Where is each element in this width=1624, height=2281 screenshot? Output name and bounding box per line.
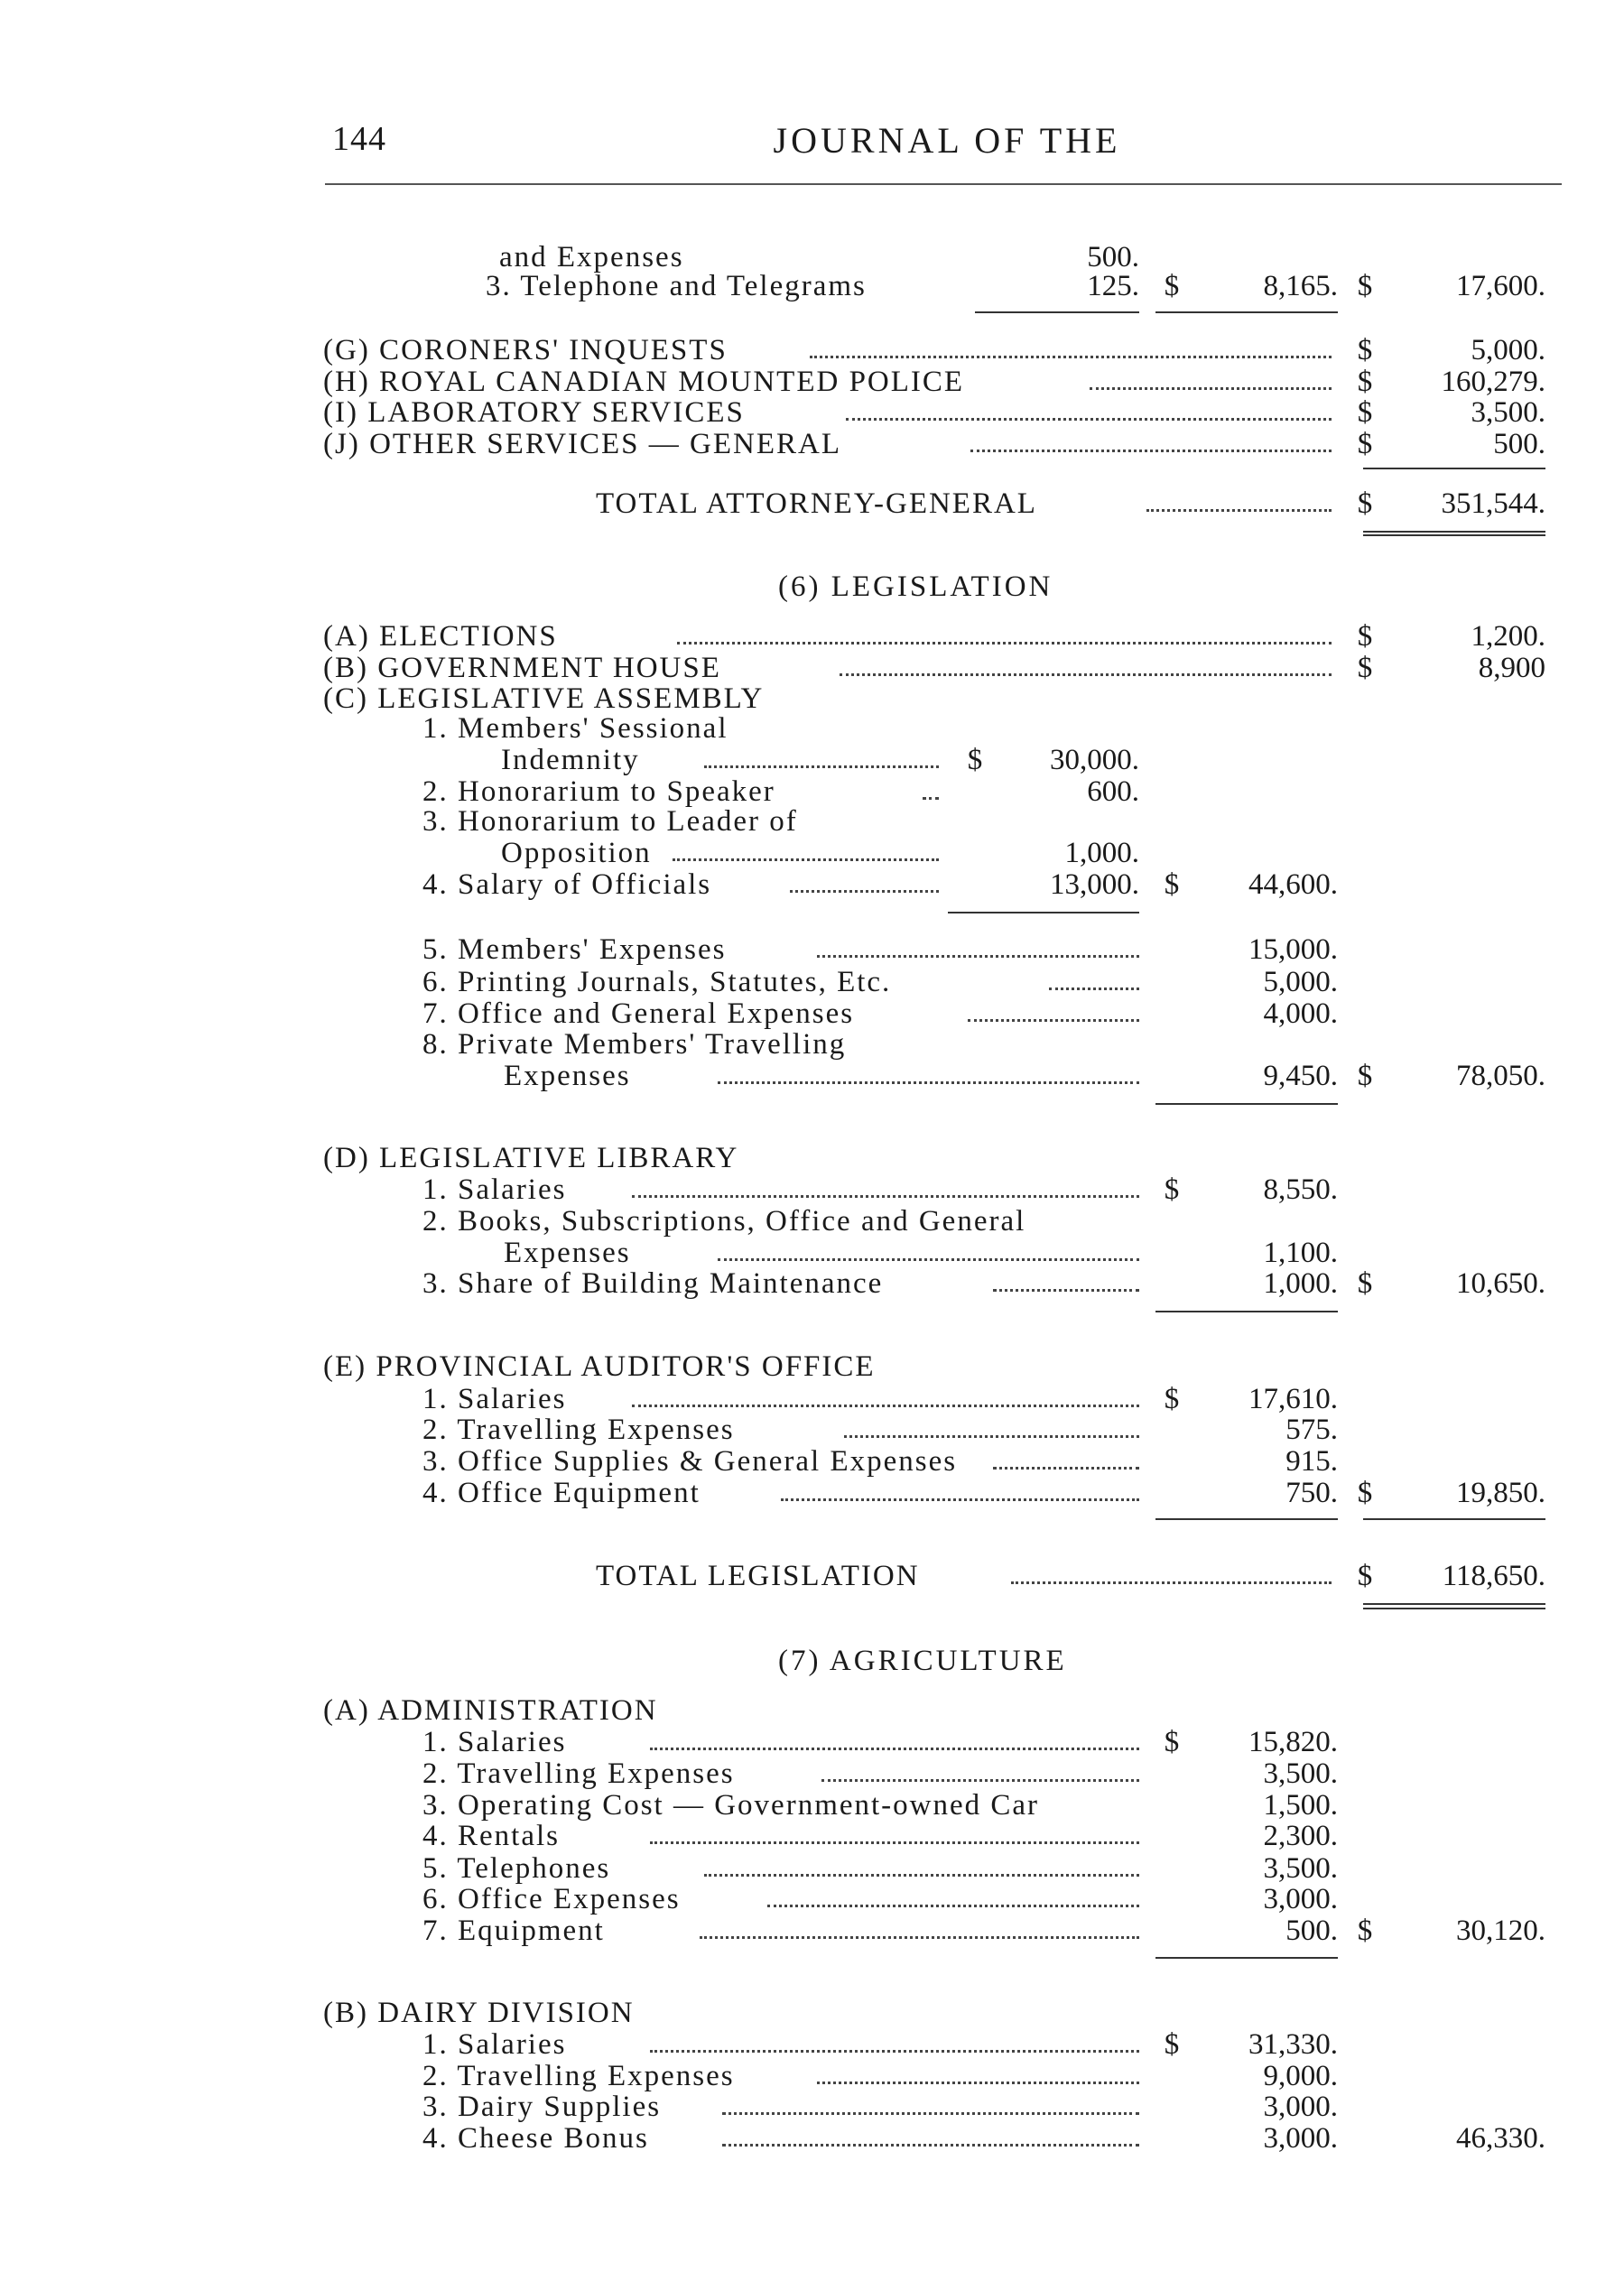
page-number: 144 <box>332 120 386 158</box>
dot-leader <box>1049 964 1139 990</box>
line-label: TOTAL LEGISLATION <box>596 1560 920 1592</box>
dot-leader <box>810 332 1332 358</box>
ledger-line <box>0 1881 1624 1917</box>
ledger-line <box>0 1818 1624 1854</box>
total-rule <box>1363 1603 1545 1605</box>
line-label: 4. Rentals <box>422 1820 560 1852</box>
amount-column-2: 915. <box>1285 1445 1338 1478</box>
amount-column-2: 17,610. <box>1248 1383 1338 1415</box>
ledger-line <box>0 835 1624 871</box>
line-label: 1. Salaries <box>422 1173 567 1206</box>
amount-column-2: 8,165. <box>1263 270 1338 302</box>
line-label: (B) GOVERNMENT HOUSE <box>323 652 721 684</box>
line-label: 6. Printing Journals, Statutes, Etc. <box>422 966 892 998</box>
amount-column-3: 17,600. <box>1456 270 1545 302</box>
amount-column-2: 5,000. <box>1263 966 1338 998</box>
total-rule <box>1155 1518 1338 1520</box>
dot-leader <box>650 2026 1139 2053</box>
line-label: and Expenses <box>499 241 684 274</box>
amount-column-3: 8,900 <box>1478 652 1545 684</box>
line-label: 4. Cheese Bonus <box>422 2122 649 2155</box>
amount-column-2: 15,820. <box>1248 1726 1338 1758</box>
line-label: 1. Members' Sessional <box>422 712 728 745</box>
amount-column-3: 500. <box>1493 428 1545 460</box>
dollar-sign: $ <box>1164 1173 1180 1206</box>
line-label: (B) DAIRY DIVISION <box>323 1997 635 2029</box>
dot-leader <box>844 1412 1139 1438</box>
section-heading: (7) AGRICULTURE <box>778 1645 1067 1677</box>
ledger-line <box>0 394 1624 431</box>
line-label: 5. Telephones <box>422 1852 611 1885</box>
line-label: (G) CORONERS' INQUESTS <box>323 334 728 366</box>
dollar-sign: $ <box>1357 487 1373 520</box>
amount-column-2: 1,000. <box>1263 1267 1338 1300</box>
dollar-sign: $ <box>1164 2028 1180 2061</box>
line-label: (J) OTHER SERVICES — GENERAL <box>323 428 842 460</box>
amount-column-2: 575. <box>1285 1414 1338 1446</box>
amount-column-1: 125. <box>1087 270 1139 302</box>
ledger-line <box>0 1026 1624 1062</box>
ledger-line <box>0 867 1624 903</box>
dot-leader <box>840 650 1332 676</box>
amount-column-2: 9,000. <box>1263 2060 1338 2092</box>
line-label: 6. Office Expenses <box>422 1883 681 1915</box>
dot-leader <box>677 618 1332 644</box>
ledger-line <box>0 486 1624 522</box>
ledger-line <box>0 1913 1624 1949</box>
dot-leader <box>790 867 939 893</box>
dollar-sign: $ <box>1357 366 1373 398</box>
ledger-line <box>0 1349 1624 1385</box>
amount-column-3: 160,279. <box>1441 366 1545 398</box>
ledger-line <box>0 1172 1624 1208</box>
dot-leader <box>704 742 939 768</box>
ledger-line <box>0 2120 1624 2156</box>
total-rule <box>1363 534 1545 536</box>
ledger-line <box>0 2089 1624 2125</box>
line-label: 1. Salaries <box>422 1383 567 1415</box>
line-label: Opposition <box>501 837 652 869</box>
line-label: 3. Honorarium to Leader of <box>422 805 798 838</box>
ledger-line <box>0 803 1624 839</box>
ledger-line <box>0 1724 1624 1760</box>
amount-column-2: 1,500. <box>1263 1789 1338 1822</box>
line-label: 1. Salaries <box>422 2028 567 2061</box>
line-label: 2. Honorarium to Speaker <box>422 775 775 808</box>
amount-column-3: 46,330. <box>1456 2122 1545 2155</box>
ledger-line <box>0 1995 1624 2031</box>
ledger-line <box>0 332 1624 368</box>
amount-column-2: 750. <box>1285 1477 1338 1509</box>
amount-column-2: 3,500. <box>1263 1757 1338 1790</box>
line-label: (C) LEGISLATIVE ASSEMBLY <box>323 682 765 715</box>
total-rule <box>1363 531 1545 533</box>
dot-leader <box>1011 1558 1332 1584</box>
dot-leader <box>1146 486 1332 512</box>
total-rule <box>948 912 1139 913</box>
dot-leader <box>821 1756 1139 1782</box>
dot-leader <box>632 1172 1139 1198</box>
line-label: 4. Office Equipment <box>422 1477 701 1509</box>
ledger-line <box>0 710 1624 746</box>
dot-leader <box>700 1913 1139 1939</box>
ledger-line <box>0 1558 1624 1594</box>
amount-column-3: 19,850. <box>1456 1477 1545 1509</box>
line-label: 2. Travelling Expenses <box>422 1757 735 1790</box>
dollar-sign: $ <box>1357 1477 1373 1509</box>
dollar-sign: $ <box>1164 270 1180 302</box>
dot-leader <box>722 2089 1139 2115</box>
dot-leader <box>704 1850 1139 1877</box>
amount-column-2: 2,300. <box>1263 1820 1338 1852</box>
amount-column-2: 31,330. <box>1248 2028 1338 2061</box>
ledger-line <box>0 618 1624 654</box>
amount-column-3: 118,650. <box>1442 1560 1545 1592</box>
line-label: (A) ELECTIONS <box>323 620 558 653</box>
amount-column-2: 500. <box>1285 1915 1338 1947</box>
line-label: (H) ROYAL CANADIAN MOUNTED POLICE <box>323 366 965 398</box>
amount-column-2: 15,000. <box>1248 933 1338 966</box>
total-rule <box>1363 468 1545 469</box>
amount-column-2: 3,000. <box>1263 2091 1338 2123</box>
total-rule <box>1363 1608 1545 1609</box>
dot-leader <box>968 996 1139 1022</box>
dollar-sign: $ <box>1357 620 1373 653</box>
amount-column-2: 44,600. <box>1248 868 1338 901</box>
line-label: 8. Private Members' Travelling <box>422 1028 847 1061</box>
amount-column-2: 4,000. <box>1263 997 1338 1030</box>
ledger-line <box>0 932 1624 968</box>
ledger-line <box>0 1412 1624 1448</box>
dot-leader <box>718 1235 1139 1261</box>
line-label: 2. Books, Subscriptions, Office and General <box>422 1205 1026 1238</box>
dot-leader <box>767 1881 1139 1907</box>
line-label: 2. Travelling Expenses <box>422 2060 735 2092</box>
dot-leader <box>923 774 939 800</box>
line-label: 3. Dairy Supplies <box>422 2091 662 2123</box>
amount-column-1: 1,000. <box>1064 837 1139 869</box>
line-label: Expenses <box>504 1237 631 1269</box>
amount-column-3: 78,050. <box>1456 1060 1545 1092</box>
total-rule <box>1155 1311 1338 1312</box>
line-label: Expenses <box>504 1060 631 1092</box>
amount-column-3: 10,650. <box>1456 1267 1545 1300</box>
dollar-sign: $ <box>1357 428 1373 460</box>
running-title: JOURNAL OF THE <box>773 120 1121 161</box>
line-label: 3. Office Supplies & General Expenses <box>422 1445 958 1478</box>
dot-leader <box>846 394 1332 421</box>
dollar-sign: $ <box>1357 1267 1373 1300</box>
line-label: 3. Operating Cost — Government-owned Car <box>422 1789 1040 1822</box>
ledger-line <box>0 2026 1624 2063</box>
line-label: 7. Office and General Expenses <box>422 997 855 1030</box>
dot-leader <box>650 1724 1139 1750</box>
dot-leader <box>781 1475 1139 1501</box>
ledger-line <box>0 1058 1624 1094</box>
ledger-line <box>0 1756 1624 1792</box>
dot-leader <box>673 835 939 861</box>
ledger-line <box>0 1475 1624 1511</box>
line-label: 4. Salary of Officials <box>422 868 712 901</box>
total-rule <box>975 311 1139 313</box>
line-label: 1. Salaries <box>422 1726 567 1758</box>
amount-column-3: 1,200. <box>1471 620 1545 653</box>
ledger-line <box>0 268 1624 304</box>
dot-leader <box>817 932 1139 958</box>
amount-column-2: 3,000. <box>1263 2122 1338 2155</box>
ledger-line <box>0 1266 1624 1302</box>
dollar-sign: $ <box>1357 270 1373 302</box>
dot-leader <box>993 1266 1139 1292</box>
line-label: 5. Members' Expenses <box>422 933 727 966</box>
amount-column-2: 8,550. <box>1263 1173 1338 1206</box>
dollar-sign: $ <box>1357 396 1373 429</box>
total-rule <box>1363 1518 1545 1520</box>
header-rule <box>325 183 1562 185</box>
amount-column-1: 600. <box>1087 775 1139 808</box>
line-label: TOTAL ATTORNEY-GENERAL <box>596 487 1037 520</box>
dollar-sign: $ <box>967 744 983 776</box>
dollar-sign: $ <box>1164 1726 1180 1758</box>
ledger-line <box>0 426 1624 462</box>
amount-column-3: 351,544. <box>1441 487 1545 520</box>
line-label: 3. Share of Building Maintenance <box>422 1267 884 1300</box>
ledger-line <box>0 1692 1624 1729</box>
line-label: 3. Telephone and Telegrams <box>486 270 867 302</box>
amount-column-2: 1,100. <box>1263 1237 1338 1269</box>
amount-column-3: 5,000. <box>1471 334 1545 366</box>
amount-column-1: 13,000. <box>1050 868 1139 901</box>
dollar-sign: $ <box>1164 868 1180 901</box>
dollar-sign: $ <box>1164 1383 1180 1415</box>
total-rule <box>1155 311 1338 313</box>
line-label: (A) ADMINISTRATION <box>323 1694 658 1727</box>
dollar-sign: $ <box>1357 334 1373 366</box>
dot-leader <box>1090 364 1332 390</box>
dollar-sign: $ <box>1357 1915 1373 1947</box>
total-rule <box>1155 1103 1338 1105</box>
dollar-sign: $ <box>1357 1060 1373 1092</box>
dot-leader <box>970 426 1332 452</box>
amount-column-2: 9,450. <box>1263 1060 1338 1092</box>
amount-column-2: 3,500. <box>1263 1852 1338 1885</box>
dot-leader <box>650 1818 1139 1844</box>
amount-column-3: 30,120. <box>1456 1915 1545 1947</box>
ledger-line <box>0 964 1624 1000</box>
line-label: Indemnity <box>501 744 640 776</box>
ledger-line <box>0 742 1624 778</box>
total-rule <box>1155 1957 1338 1959</box>
line-label: 7. Equipment <box>422 1915 605 1947</box>
line-label: (D) LEGISLATIVE LIBRARY <box>323 1142 739 1174</box>
amount-column-1: 500. <box>1087 241 1139 274</box>
ledger-line <box>0 1643 1624 1679</box>
amount-column-3: 3,500. <box>1471 396 1545 429</box>
dot-leader <box>993 1443 1139 1470</box>
dollar-sign: $ <box>1357 1560 1373 1592</box>
ledger-line <box>0 569 1624 605</box>
amount-column-1: 30,000. <box>1050 744 1139 776</box>
ledger-line <box>0 1443 1624 1479</box>
line-label: 2. Travelling Expenses <box>422 1414 735 1446</box>
line-label: (E) PROVINCIAL AUDITOR'S OFFICE <box>323 1350 876 1383</box>
dot-leader <box>718 1058 1139 1084</box>
ledger-line <box>0 1203 1624 1239</box>
dollar-sign: $ <box>1357 652 1373 684</box>
dot-leader <box>632 1381 1139 1407</box>
line-label: (I) LABORATORY SERVICES <box>323 396 745 429</box>
amount-column-2: 3,000. <box>1263 1883 1338 1915</box>
dot-leader <box>817 2058 1139 2084</box>
section-heading: (6) LEGISLATION <box>778 570 1053 603</box>
ledger-line <box>0 1140 1624 1176</box>
dot-leader <box>722 2120 1139 2147</box>
page-header <box>332 119 1562 173</box>
